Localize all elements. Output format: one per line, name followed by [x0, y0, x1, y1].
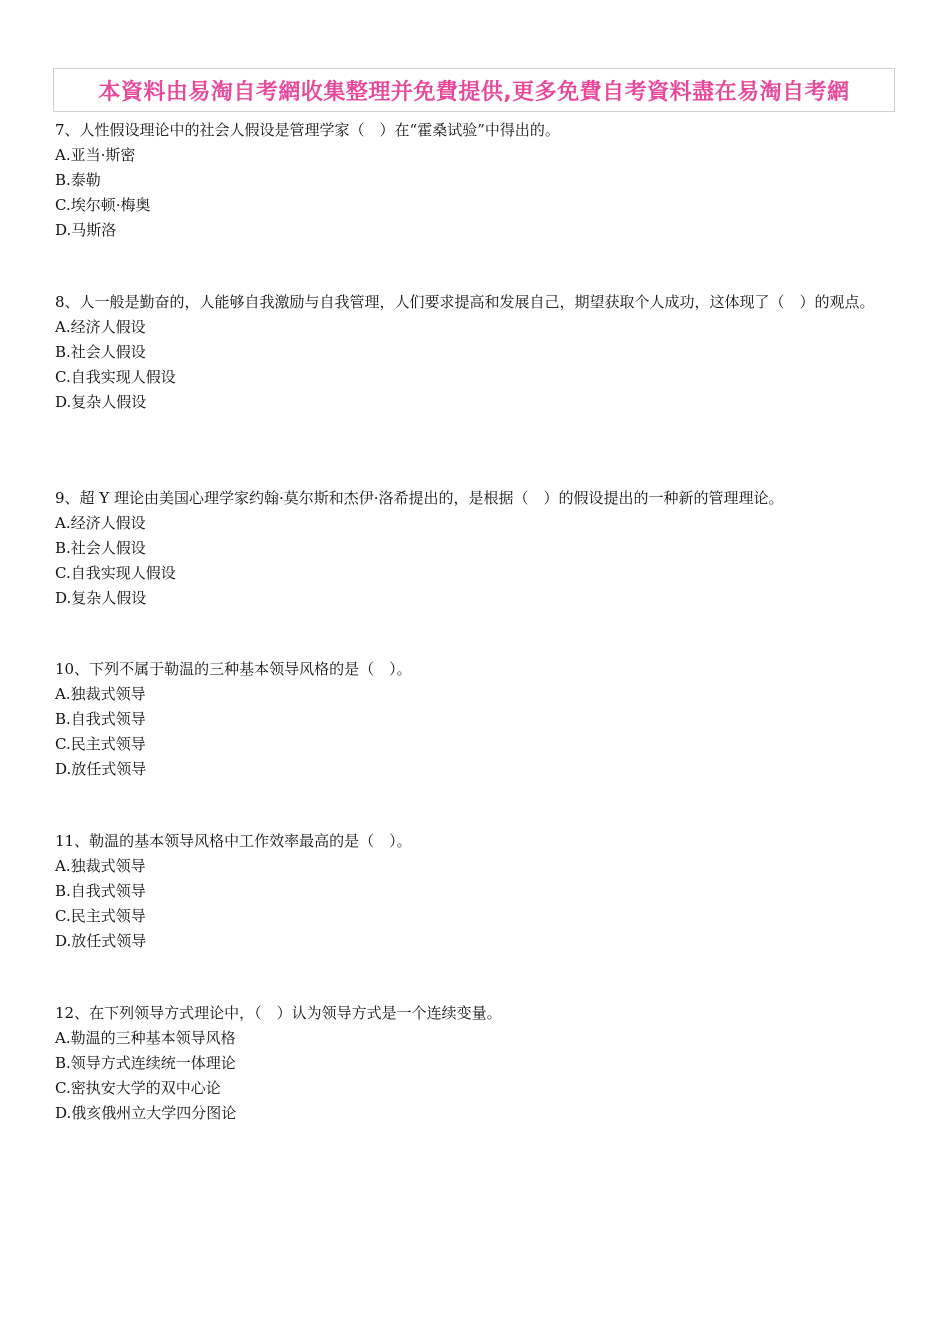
banner-text: 本資料由易淘自考網收集整理并免費提供,更多免費自考資料盡在易淘自考網 — [98, 79, 850, 105]
option-b: B.领导方式连续统一体理论 — [55, 1054, 236, 1072]
question-10 — [55, 657, 900, 782]
option-a: A.亚当·斯密 — [55, 146, 136, 164]
option-b: B.自我式领导 — [55, 882, 146, 900]
question-stem: 11、勒温的基本领导风格中工作效率最高的是（ ）。 — [55, 832, 412, 850]
option-c: C.自我实现人假设 — [55, 564, 176, 582]
question-stem: 8、人一般是勤奋的，人能够自我激励与自我管理，人们要求提高和发展自己，期望获取个人成功，这体现了（ ）的观点。 — [55, 293, 875, 311]
option-a: A.勒温的三种基本领导风格 — [55, 1029, 236, 1047]
question-stem: 10、下列不属于勒温的三种基本领导风格的是（ ）。 — [55, 660, 412, 678]
option-c: C.埃尔顿·梅奥 — [55, 196, 151, 214]
option-b: B.社会人假设 — [55, 343, 146, 361]
option-c: C.民主式领导 — [55, 735, 146, 753]
option-b: B.自我式领导 — [55, 710, 146, 728]
option-c: C.密执安大学的双中心论 — [55, 1079, 221, 1097]
question-7 — [55, 118, 900, 243]
option-d: D.放任式领导 — [55, 932, 147, 950]
option-a: A.经济人假设 — [55, 514, 146, 532]
header-banner — [53, 68, 895, 112]
question-8 — [55, 290, 900, 415]
question-stem: 9、超 Y 理论由美国心理学家约翰·莫尔斯和杰伊·洛希提出的，是根据（ ）的假设提出的一种新的管理理论。 — [55, 489, 784, 507]
option-b: B.社会人假设 — [55, 539, 146, 557]
option-c: C.民主式领导 — [55, 907, 146, 925]
question-12 — [55, 1001, 900, 1126]
option-d: D.复杂人假设 — [55, 393, 147, 411]
option-d: D.放任式领导 — [55, 760, 147, 778]
question-9 — [55, 486, 900, 611]
question-stem: 12、在下列领导方式理论中，（ ）认为领导方式是一个连续变量。 — [55, 1004, 502, 1022]
option-a: A.独裁式领导 — [55, 685, 146, 703]
option-d: D.复杂人假设 — [55, 589, 147, 607]
option-d: D.马斯洛 — [55, 221, 117, 239]
option-a: A.独裁式领导 — [55, 857, 146, 875]
question-stem: 7、人性假设理论中的社会人假设是管理学家（ ）在“霍桑试验”中得出的。 — [55, 121, 560, 139]
option-a: A.经济人假设 — [55, 318, 146, 336]
option-b: B.泰勒 — [55, 171, 101, 189]
option-c: C.自我实现人假设 — [55, 368, 176, 386]
question-11 — [55, 829, 900, 954]
option-d: D.俄亥俄州立大学四分图论 — [55, 1104, 237, 1122]
